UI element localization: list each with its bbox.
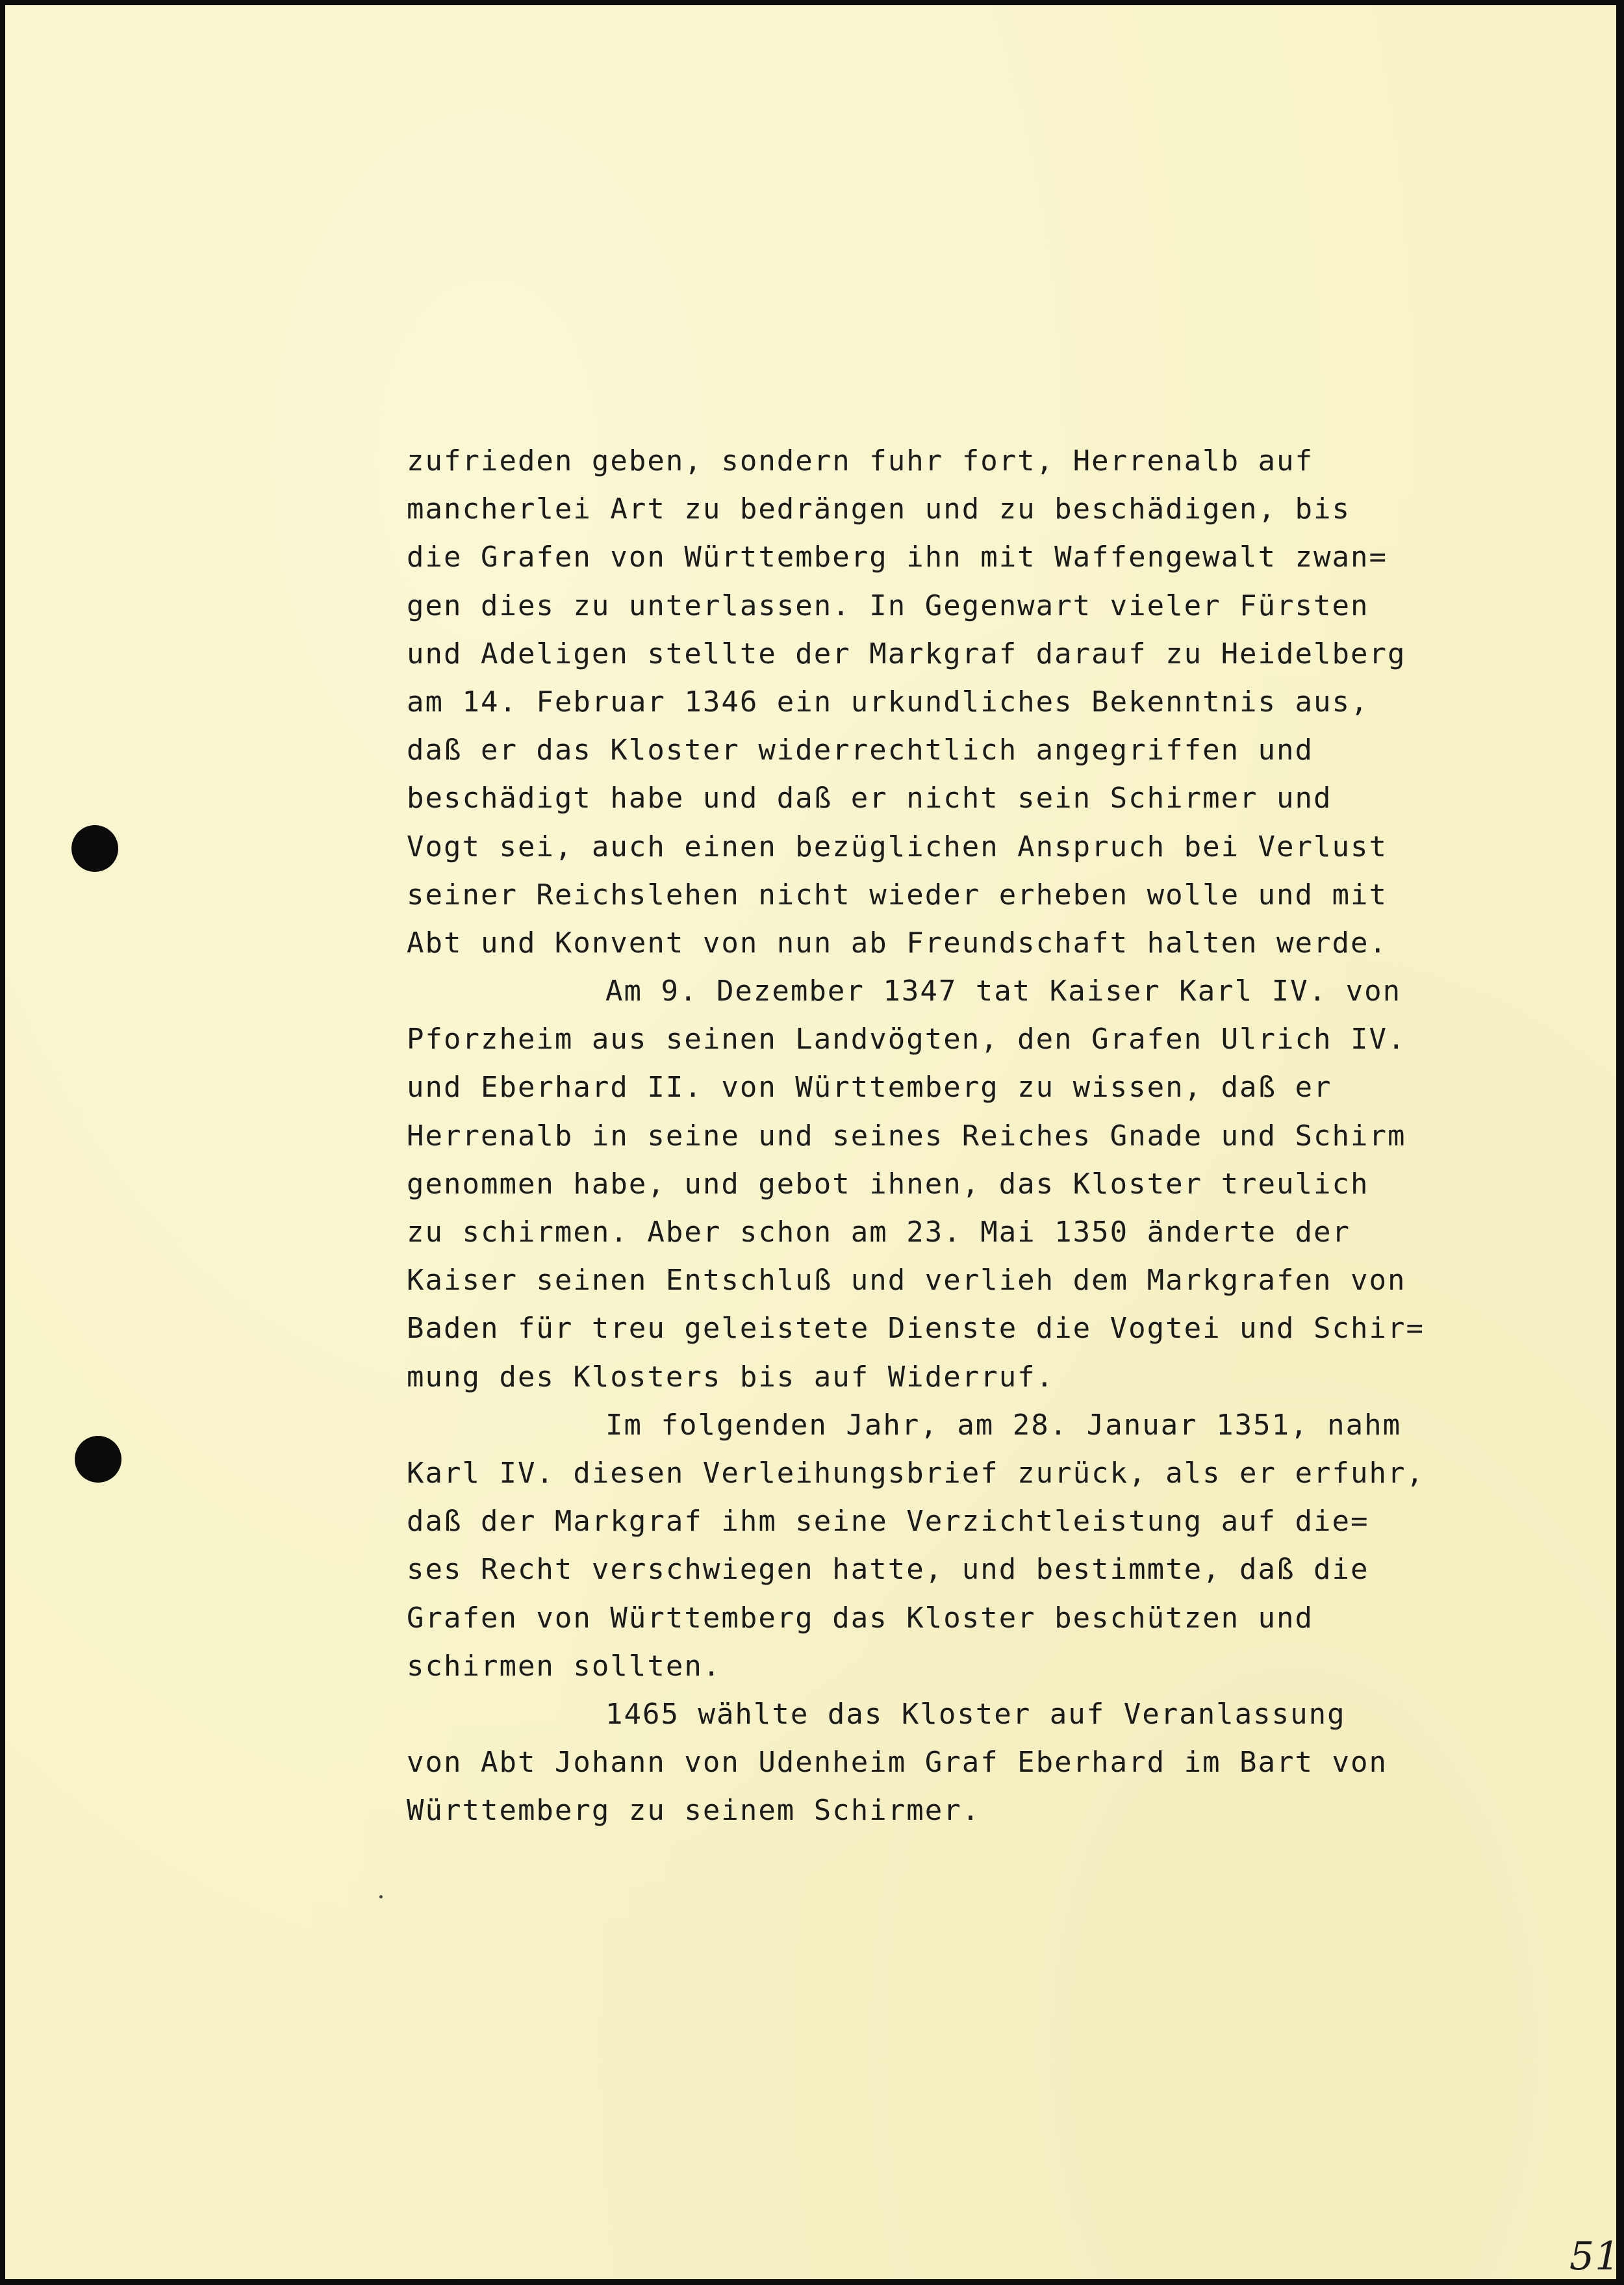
text-line: die Grafen von Württemberg ihn mit Waffengewalt zwan=	[407, 541, 1388, 574]
text-line: von Abt Johann von Udenheim Graf Eberhard im Bart von	[407, 1746, 1388, 1780]
paper-sheet	[5, 5, 1621, 2279]
text-line: beschädigt habe und daß er nicht sein Schirmer und	[407, 782, 1332, 815]
text-line: gen dies zu unterlassen. In Gegenwart vieler Fürsten	[407, 589, 1369, 622]
punch-hole-bottom	[75, 1436, 121, 1483]
text-line: Karl IV. diesen Verleihungsbrief zurück, als er erfuhr,	[407, 1456, 1425, 1490]
text-line: Württemberg zu seinem Schirmer.	[407, 1794, 981, 1828]
text-line: am 14. Februar 1346 ein urkundliches Bekenntnis aus,	[407, 685, 1369, 719]
paragraph-start-line: 1465 wählte das Kloster auf Veranlassung	[605, 1697, 1346, 1731]
punch-hole-top	[71, 825, 118, 872]
text-line: schirmen sollten.	[407, 1649, 722, 1683]
text-line: und Eberhard II. von Württemberg zu wissen, daß er	[407, 1071, 1332, 1104]
text-line: zufrieden geben, sondern fuhr fort, Herrenalb auf	[407, 444, 1314, 478]
ink-speck	[379, 1895, 383, 1898]
text-line: ses Recht verschwiegen hatte, und bestimmte, daß die	[407, 1553, 1369, 1587]
text-line: Baden für treu geleistete Dienste die Vogtei und Schir=	[407, 1312, 1425, 1346]
typewritten-text	[407, 437, 1550, 1835]
text-line: daß der Markgraf ihm seine Verzichtleistung auf die=	[407, 1505, 1369, 1538]
text-line: daß er das Kloster widerrechtlich angegriffen und	[407, 734, 1314, 767]
text-line: und Adeligen stellte der Markgraf darauf zu Heidelberg	[407, 637, 1406, 670]
text-line: Pforzheim aus seinen Landvögten, den Grafen Ulrich IV.	[407, 1023, 1406, 1056]
text-line: Kaiser seinen Entschluß und verlieh dem Markgrafen von	[407, 1264, 1406, 1297]
text-line: Grafen von Württemberg das Kloster beschützen und	[407, 1601, 1314, 1635]
text-line: mancherlei Art zu bedrängen und zu beschädigen, bis	[407, 492, 1351, 526]
text-line: seiner Reichslehen nicht wieder erheben wolle und mit	[407, 878, 1388, 912]
text-line: Vogt sei, auch einen bezüglichen Anspruch bei Verlust	[407, 830, 1388, 863]
text-line: mung des Klosters bis auf Widerruf.	[407, 1360, 1055, 1394]
paragraph-start-line: Am 9. Dezember 1347 tat Kaiser Karl IV. von	[605, 975, 1402, 1008]
text-line: zu schirmen. Aber schon am 23. Mai 1350 änderte der	[407, 1216, 1351, 1249]
paragraph-start-line: Im folgenden Jahr, am 28. Januar 1351, nahm	[605, 1408, 1402, 1442]
text-line: Herrenalb in seine und seines Reiches Gnade und Schirm	[407, 1119, 1406, 1153]
text-line: genommen habe, und gebot ihnen, das Kloster treulich	[407, 1167, 1369, 1201]
text-line: Abt und Konvent von nun ab Freundschaft halten werde.	[407, 926, 1388, 960]
handwritten-page-number: 51	[1569, 2234, 1621, 2279]
